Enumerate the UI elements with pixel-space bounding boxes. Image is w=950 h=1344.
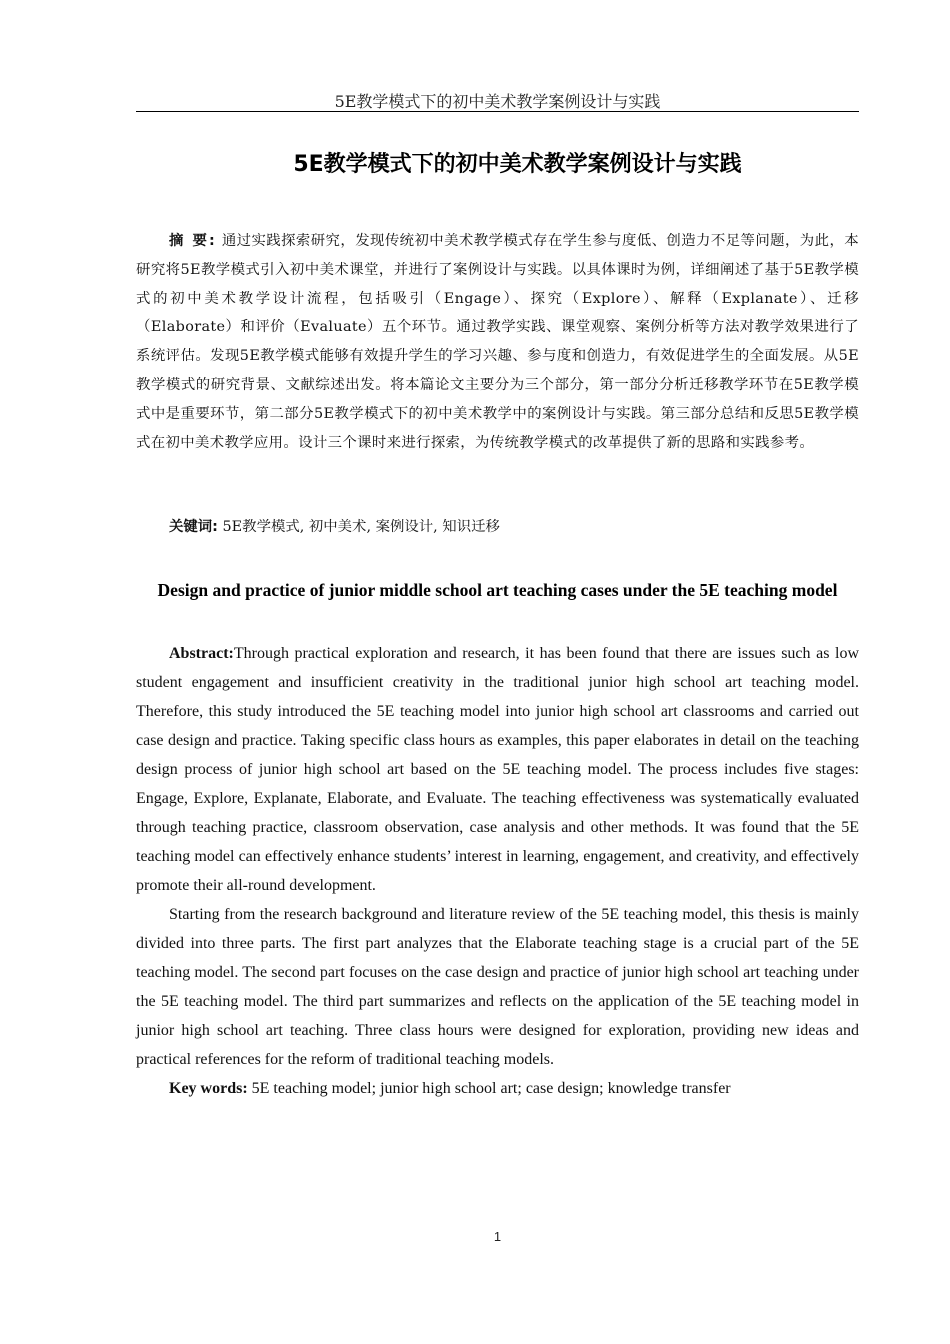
- chinese-keywords: [169, 513, 859, 542]
- english-abstract-paragraph-2: [136, 900, 859, 1074]
- english-title: Design and practice of junior middle school art teaching cases under the 5E teaching model: [157, 580, 838, 600]
- chinese-title-text: 5E教学模式下的初中美术教学案例设计与实践: [293, 152, 742, 177]
- chinese-keywords-text: 5E教学模式, 初中美术, 案例设计, 知识迁移: [222, 519, 500, 535]
- chinese-abstract: [136, 227, 859, 457]
- english-abstract-text-2: Starting from the research background and literature review of the 5E teaching model, this thesis is mainly divided into three parts. The first part analyzes that the Elaborate teaching stage is a crucial part of the 5E teaching model. The second part focuses on the case design and practice of junior high school art teaching under the 5E teaching model. The third part summarizes and reflects on the application of the 5E teaching model in junior high school art teaching. Three class hours were designed for exploration, providing new ideas and practical references for the reform of traditional teaching models.: [136, 906, 859, 1068]
- chinese-title: [136, 150, 859, 180]
- english-abstract-paragraph-1: [136, 639, 859, 900]
- english-abstract-text-1: Through practical exploration and research, it has been found that there are issues such as low student engagement and insufficient creativity in the traditional junior high school art teaching model. Therefore, this study introduced the 5E teaching model into junior high school art classrooms and carried out case design and practice. Taking specific class hours as examples, this paper elaborates in detail on the teaching design process of junior high school art based on the 5E teaching model. The process includes five stages: Engage, Explore, Explanate, Elaborate, and Evaluate. The teaching effectiveness was systematically evaluated through teaching practice, classroom observation, case analysis and other methods. It was found that the 5E teaching model can effectively enhance students’ interest in learning, engagement, and creativity, and effectively promote their all-round development.: [136, 645, 859, 894]
- running-header: 5E教学模式下的初中美术教学案例设计与实践: [334, 92, 661, 111]
- english-keywords-text: 5E teaching model; junior high school art; case design; knowledge transfer: [251, 1080, 731, 1097]
- chinese-abstract-text: 通过实践探索研究，发现传统初中美术教学模式存在学生参与度低、创造力不足等问题，为此，本研究将5E教学模式引入初中美术课堂，并进行了案例设计与实践。以具体课时为例，详细阐述了基于5E教学模式的初中美术教学设计流程，包括吸引（Engage）、探究（Explore）、解释（Explanate）、迁移（Elaborate）和评价（Evaluate）五个环节。通过教学实践、课堂观察、案例分析等方法对教学效果进行了系统评估。发现5E教学模式能够有效提升学生的学习兴趣、参与度和创造力，有效促进学生的全面发展。从5E教学模式的研究背景、文献综述出发。将本篇论文主要分为三个部分，第一部分分析迁移教学环节在5E教学模式中是重要环节，第二部分5E教学模式下的初中美术教学中的案例设计与实践。第三部分总结和反思5E教学模式在初中美术教学应用。设计三个课时来进行探索，为传统教学模式的改革提供了新的思路和实践参考。: [136, 233, 860, 451]
- english-keywords: [169, 1074, 859, 1103]
- chinese-abstract-label: 摘 要:: [169, 233, 217, 249]
- english-abstract-label: Abstract:: [169, 645, 234, 662]
- header-rule: [136, 111, 859, 112]
- page-number: 1: [493, 1229, 502, 1244]
- english-keywords-label: Key words:: [169, 1080, 248, 1097]
- chinese-keywords-label: 关键词:: [169, 519, 218, 535]
